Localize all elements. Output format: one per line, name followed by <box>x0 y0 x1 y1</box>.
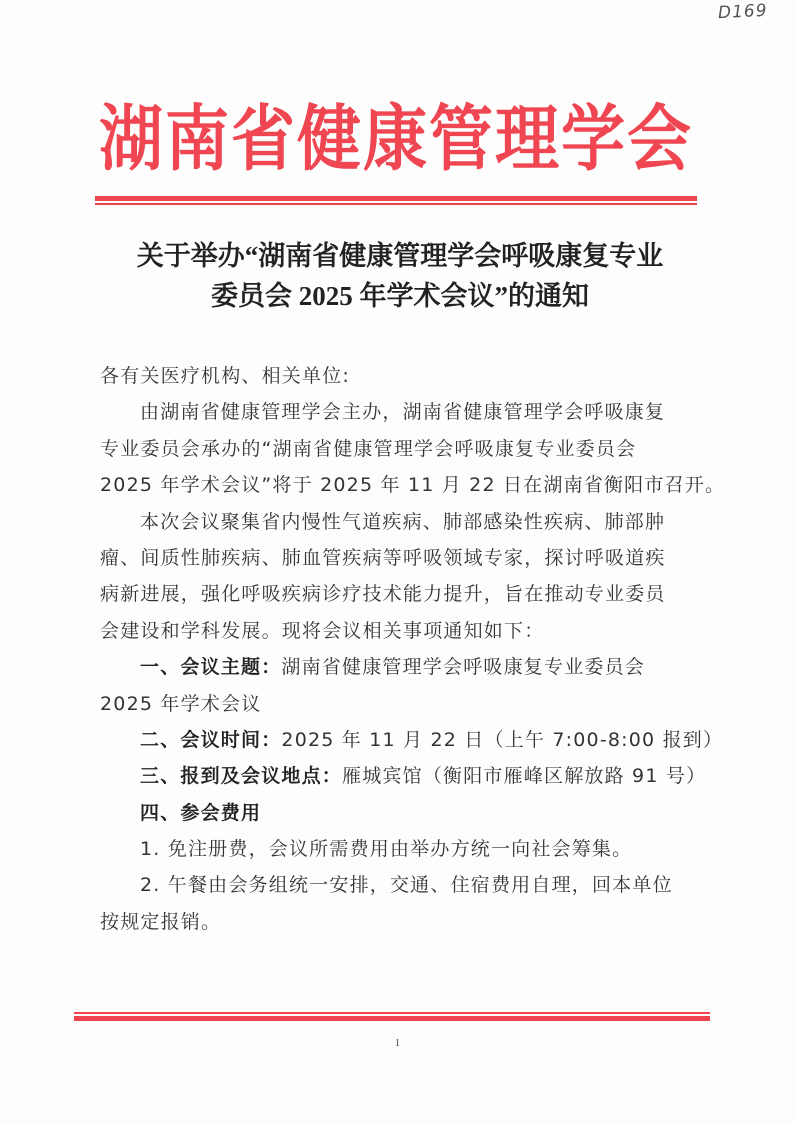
paragraph-2-line-1: 本次会议聚集省内慢性气道疾病、肺部感染性疾病、肺部肿 <box>140 510 666 533</box>
paragraph-1-line-3: 2025 年学术会议”将于 2025 年 11 月 22 日在湖南省衡阳市召开。 <box>100 474 726 497</box>
salutation: 各有关医疗机构、相关单位: <box>100 365 351 387</box>
section-3-location <box>100 758 707 794</box>
handwritten-note: D169 <box>717 0 769 24</box>
document-title <box>90 236 710 316</box>
header-divider-thin-line <box>95 203 697 205</box>
section-1-theme <box>100 649 696 685</box>
section-4-item-2-cont: 按规定报销。 <box>100 910 222 933</box>
footer-divider <box>74 1012 710 1021</box>
section-4-item-1: 1. 免注册费，会议所需费用由举办方统一向社会筹集。 <box>140 838 633 861</box>
section-1-text: 湖南省健康管理学会呼吸康复专业委员会 <box>281 656 646 679</box>
page-number: 1 <box>395 1038 400 1049</box>
header-divider <box>95 196 697 205</box>
document-title-line-1: 关于举办“湖南省健康管理学会呼吸康复专业 <box>136 241 664 271</box>
section-2-heading: 二、会议时间： <box>140 728 282 751</box>
org-masthead: 湖南省健康管理学会 <box>99 97 693 182</box>
section-4-item-2: 2. 午餐由会务组统一安排，交通、住宿费用自理，回本单位 <box>140 874 673 897</box>
paragraph-1-line-2: 专业委员会承办的“湖南省健康管理学会呼吸康复专业委员会 <box>100 437 637 460</box>
section-2-text: 2025 年 11 月 22 日（上午 7:00-8:00 报到） <box>281 728 724 751</box>
document-body <box>100 358 726 940</box>
section-1-heading: 一、会议主题： <box>140 656 282 679</box>
section-2-time <box>100 722 724 758</box>
paragraph-2-line-4: 会建设和学科发展。现将会议相关事项通知如下： <box>100 619 545 642</box>
document-title-line-2: 委员会 2025 年学术会议”的通知 <box>211 281 589 311</box>
paragraph-1-line-1: 由湖南省健康管理学会主办，湖南省健康管理学会呼吸康复 <box>140 401 666 424</box>
footer-divider-thick-line <box>74 1016 710 1021</box>
section-3-heading: 三、报到及会议地点： <box>140 765 343 788</box>
section-1-text-cont: 2025 年学术会议 <box>100 692 262 715</box>
paragraph-2-line-3: 病新进展，强化呼吸疾病诊疗技术能力提升，旨在推动专业委员 <box>100 583 666 606</box>
section-4-heading: 四、参会费用 <box>140 801 262 824</box>
section-3-text: 雁城宾馆（衡阳市雁峰区解放路 91 号） <box>342 765 707 788</box>
paragraph-2-line-2: 瘤、间质性肺疾病、肺血管疾病等呼吸领域专家，探讨呼吸道疾 <box>100 546 666 569</box>
